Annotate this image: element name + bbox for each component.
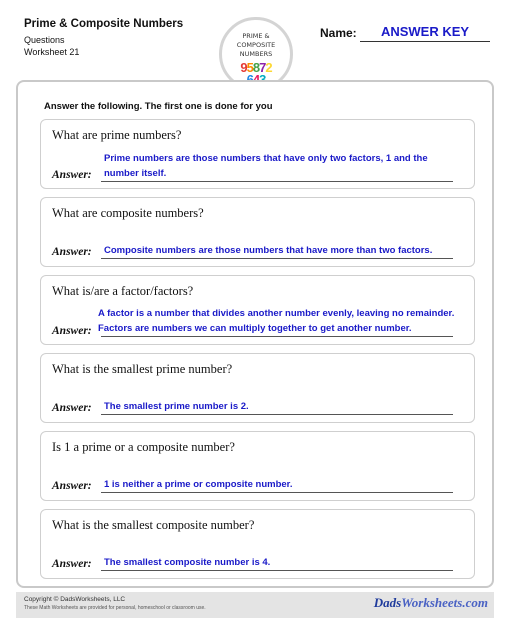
worksheet-number: Worksheet 21 [24, 47, 80, 57]
answer-line [101, 336, 453, 337]
answer-line [101, 258, 453, 259]
answer-label: Answer: [52, 246, 92, 258]
answer-text-line2: Composite numbers are those numbers that have more than two factors. [104, 245, 433, 256]
question-text: What is/are a factor/factors? [52, 284, 194, 298]
worksheet-title: Prime & Composite Numbers [24, 18, 184, 30]
question-card-6 [40, 509, 475, 579]
answer-line [101, 181, 453, 182]
answer-line [101, 492, 453, 493]
question-card-5 [40, 431, 475, 501]
answer-label: Answer: [52, 480, 92, 492]
questions-frame [16, 80, 494, 588]
logo-text-line3: NUMBERS [239, 50, 273, 58]
name-label: Name: [320, 26, 357, 40]
question-text: Is 1 a prime or a composite number? [52, 440, 235, 454]
logo-text-line2: COMPOSITE [236, 41, 276, 49]
logo-text-line1: PRIME & [242, 32, 270, 40]
footer-bar [16, 592, 494, 618]
logo-digit: 5 [246, 60, 253, 75]
answer-text-line2: The smallest prime number is 2. [104, 401, 249, 412]
copyright-text: Copyright © DadsWorksheets, LLC [24, 596, 126, 603]
logo-digit: 8 [252, 60, 260, 75]
name-field: ANSWER KEY [360, 24, 490, 42]
answer-label: Answer: [52, 169, 92, 181]
question-text: What are composite numbers? [52, 206, 204, 220]
answer-line [101, 570, 453, 571]
answer-text-line1: Prime numbers are those numbers that have only two factors, 1 and the [104, 153, 428, 164]
question-text: What are prime numbers? [52, 128, 182, 142]
instructions: Answer the following. The first one is done for you [44, 101, 273, 112]
answer-label: Answer: [52, 402, 92, 414]
brand-part1: Dads [373, 595, 402, 610]
usage-note: These Math Worksheets are provided for personal, homeschool or classroom use. [24, 605, 206, 611]
answer-line [101, 414, 453, 415]
logo-digit: 9 [240, 60, 247, 75]
brand-part2: Worksheets.com [401, 595, 488, 610]
logo-digit: 2 [265, 60, 272, 75]
logo-digit: 7 [259, 60, 266, 75]
brand-logo [374, 595, 488, 611]
question-text: What is the smallest prime number? [52, 362, 233, 376]
answer-text-line2: 1 is neither a prime or composite number. [104, 479, 293, 490]
answer-label: Answer: [52, 325, 92, 337]
question-text: What is the smallest composite number? [52, 518, 255, 532]
answer-text-line2: Factors are numbers we can multiply together to get another number. [98, 323, 412, 334]
question-card-4 [40, 353, 475, 423]
question-card-3 [40, 275, 475, 345]
answer-text-line1: A factor is a number that divides another number evenly, leaving no remainder. [98, 308, 455, 319]
answer-label: Answer: [52, 558, 92, 570]
question-card-1 [40, 119, 475, 189]
question-card-2 [40, 197, 475, 267]
answer-text-line2: The smallest composite number is 4. [104, 557, 271, 568]
answer-text-line2: number itself. [104, 168, 167, 179]
worksheet-subtitle: Questions [24, 35, 65, 45]
